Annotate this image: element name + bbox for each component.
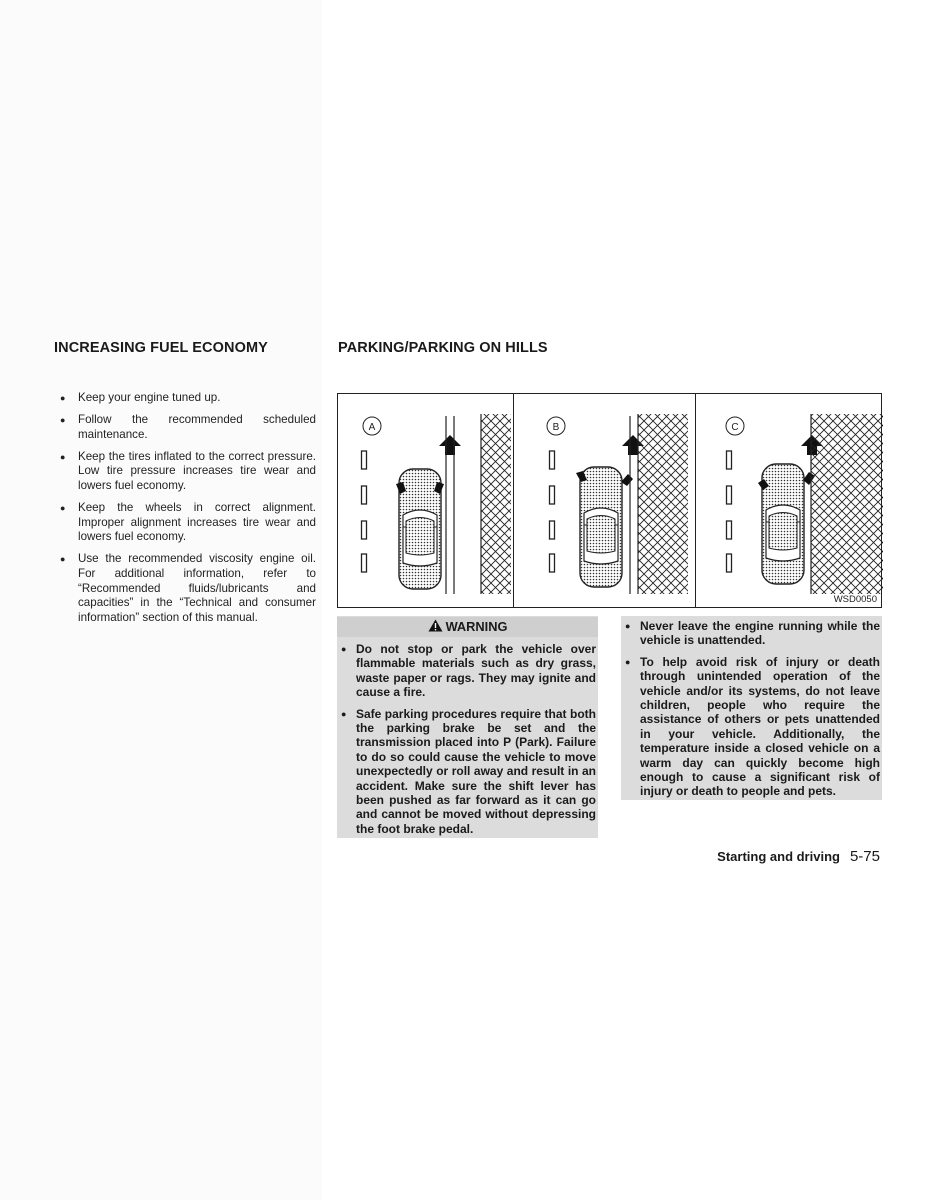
page-number: 5-75 (849, 848, 880, 865)
warning-title-text: WARNING (445, 619, 508, 634)
panel-divider (513, 394, 514, 607)
warning-item: ● Never leave the engine running while the vehicle is unattended. (624, 619, 880, 648)
panel-c-label: C (731, 422, 739, 433)
warning-box-left (337, 616, 598, 838)
parking-illustration (337, 393, 882, 608)
fuel-tip-item: ● Keep your engine tuned up. (60, 391, 316, 406)
page-footer (717, 848, 880, 865)
panel-a (362, 414, 512, 594)
warning-triangle-icon (428, 618, 443, 638)
fuel-tips-list (60, 391, 316, 633)
footer-section-name: Starting and driving (717, 849, 840, 864)
warning-list-left (340, 642, 596, 843)
warning-title (337, 617, 598, 637)
warning-item: ● Safe parking procedures require that both the parking brake be set and the transmission placed into P (Park). Failure to do so could cause the vehicle to move unexpectedly or roll away and result in an accident. Make sure the shift lever has been pushed as far forward as it can go and cannot be moved without depressing the foot brake pedal. (340, 707, 596, 837)
warning-item: ● To help avoid risk of injury or death through unintended operation of the vehicle and/or its systems, do not leave children, people who require the assistance of others or pets unattended in your vehicle. Additionally, the temperature inside a closed vehicle on a warm day can quickly become high enough to cause a significant risk of injury or death to people and pets. (624, 655, 880, 799)
parking-diagram-svg (338, 394, 883, 609)
figure-code: WSD0050 (833, 594, 877, 605)
parking-heading: PARKING/PARKING ON HILLS (338, 340, 548, 356)
fuel-tip-item: ● Keep the tires inflated to the correct pressure. Low tire pressure increases tire wear and lowers fuel economy. (60, 450, 316, 494)
warning-box-right (621, 616, 882, 800)
fuel-tip-item: ● Keep the wheels in correct alignment. Improper alignment increases tire wear and lowers fuel economy. (60, 501, 316, 545)
panel-b-label: B (552, 422, 560, 433)
fuel-economy-heading: INCREASING FUEL ECONOMY (54, 340, 268, 356)
fuel-tip-item: ● Use the recommended viscosity engine oil. For additional information, refer to “Recommended fluids/lubricants and capacities” in the “Technical and consumer information” section of this manual. (60, 552, 316, 625)
panel-divider (695, 394, 696, 607)
panel-b (547, 414, 688, 594)
panel-c (726, 414, 883, 594)
fuel-tip-item: ● Follow the recommended scheduled maintenance. (60, 413, 316, 442)
warning-item: ● Do not stop or park the vehicle over flammable materials such as dry grass, waste paper or rags. They may ignite and cause a fire. (340, 642, 596, 700)
warning-list-right (624, 619, 880, 806)
panel-a-label: A (368, 422, 376, 433)
